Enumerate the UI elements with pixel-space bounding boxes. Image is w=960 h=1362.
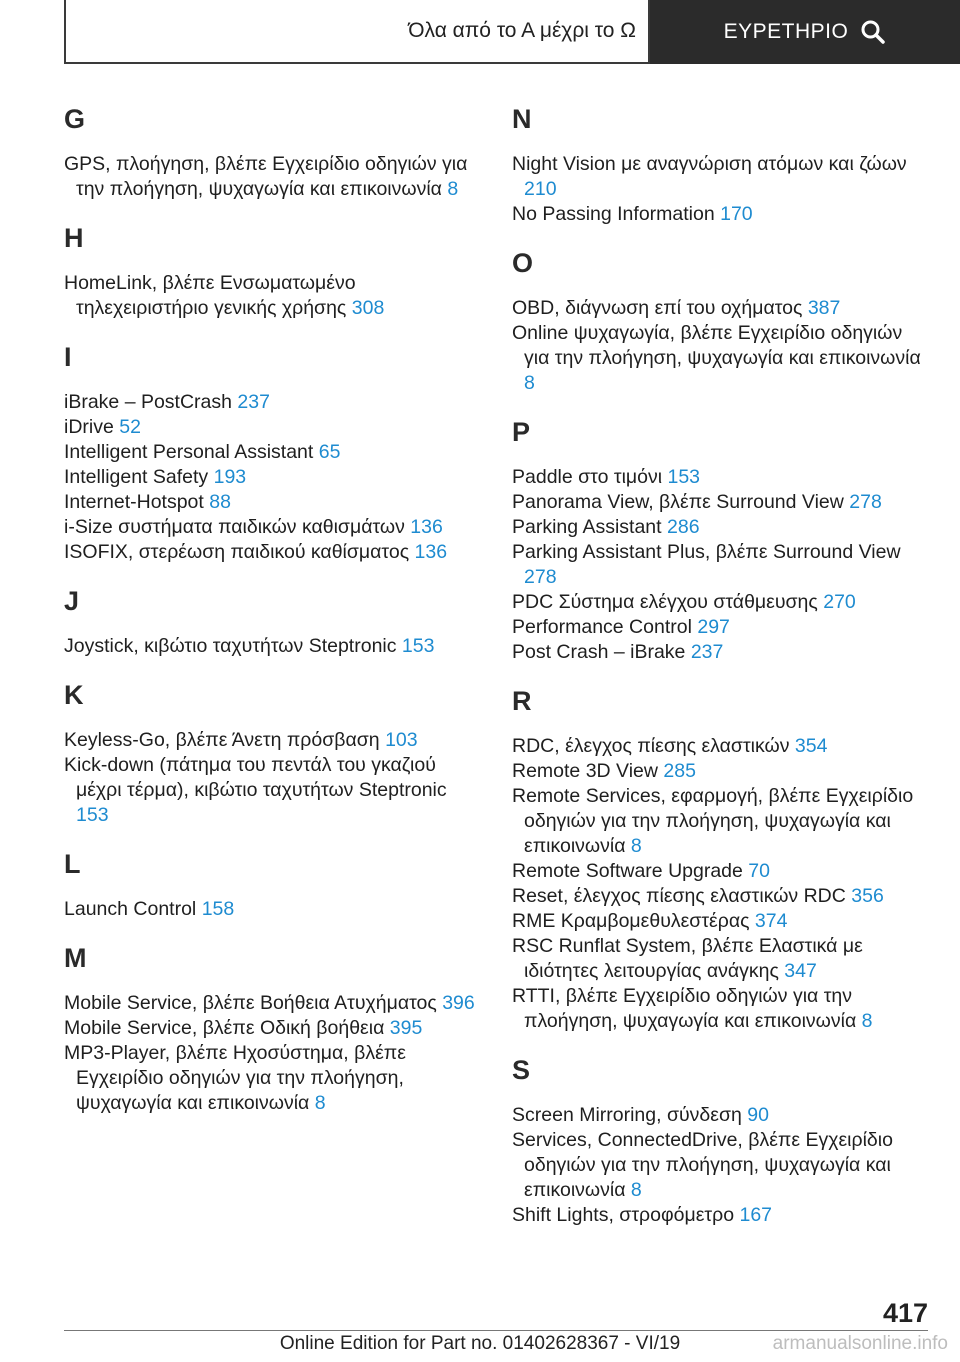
- section-letter: R: [512, 686, 532, 716]
- index-section-g: [64, 100, 484, 202]
- entry-page-link[interactable]: 8: [447, 178, 459, 200]
- entry-text: ISOFIX, στερέωση παιδικού καθίσματος: [64, 541, 410, 563]
- entry-page-link[interactable]: 308: [351, 297, 385, 319]
- entry-page-link[interactable]: 237: [690, 641, 724, 663]
- index-header: [64, 0, 960, 64]
- entry-text: Keyless-Go, βλέπε Άνετη πρόσβαση: [64, 729, 380, 751]
- entry-text: RDC, έλεγχος πίεσης ελαστικών: [512, 735, 790, 757]
- index-entry: [64, 271, 484, 321]
- entry-page-link[interactable]: 395: [389, 1017, 423, 1039]
- tab-index[interactable]: [650, 0, 960, 64]
- index-entry: [512, 909, 932, 934]
- entry-page-link[interactable]: 88: [209, 491, 231, 513]
- index-entry: [512, 984, 932, 1034]
- entry-text: Mobile Service, βλέπε Βοήθεια Ατυχήματος: [64, 992, 437, 1014]
- entry-text: HomeLink, βλέπε Ενσωματωμένο τηλεχειριστήριο γενικής χρήσης: [64, 272, 356, 319]
- entry-page-link[interactable]: 354: [794, 735, 828, 757]
- entry-page-link[interactable]: 8: [630, 835, 642, 857]
- entry-text: Launch Control: [64, 898, 197, 920]
- entry-text: Reset, έλεγχος πίεσης ελαστικών RDC: [512, 885, 846, 907]
- entry-page-link[interactable]: 396: [442, 992, 475, 1014]
- entry-text: Performance Control: [512, 616, 692, 638]
- index-entry: [64, 465, 484, 490]
- entry-text: Services, ConnectedDrive, βλέπε Εγχειρίδιο οδηγιών για την πλοήγηση, ψυχαγωγία και επικοινωνία: [512, 1129, 893, 1201]
- entry-text: Parking Assistant Plus, βλέπε Surround View: [512, 541, 901, 563]
- entry-text: RSC Runflat System, βλέπε Ελαστικά με ιδιότητες λειτουργίας ανάγκης: [512, 935, 863, 982]
- entry-page-link[interactable]: 167: [739, 1204, 773, 1226]
- entry-text: RTTI, βλέπε Εγχειρίδιο οδηγιών για την πλοήγηση, ψυχαγωγία και επικοινωνία: [512, 985, 857, 1032]
- entry-text: Joystick, κιβώτιο ταχυτήτων Steptronic: [64, 635, 397, 657]
- index-column-right: [512, 100, 932, 1245]
- index-entry: [512, 202, 932, 227]
- index-entry: [512, 884, 932, 909]
- entry-text: Remote 3D View: [512, 760, 658, 782]
- entry-text: Mobile Service, βλέπε Οδική βοήθεια: [64, 1017, 385, 1039]
- index-entry: [64, 991, 484, 1016]
- section-letter: P: [512, 417, 531, 447]
- index-entry: [512, 540, 932, 590]
- index-section-n: [512, 100, 932, 227]
- index-entry: [512, 590, 932, 615]
- index-entry: [64, 753, 484, 828]
- entry-page-link[interactable]: 8: [524, 372, 535, 394]
- entry-text: No Passing Information: [512, 203, 715, 225]
- entry-text: GPS, πλοήγηση, βλέπε Εγχειρίδιο οδηγιών για την πλοήγηση, ψυχαγωγία και επικοινωνία: [64, 153, 468, 200]
- index-entry: [64, 540, 484, 565]
- index-column-left: [64, 100, 484, 1133]
- index-entry: [64, 390, 484, 415]
- tab-index-label: ΕΥΡΕΤΗΡΙΟ: [723, 20, 849, 43]
- entry-text: iBrake – PostCrash: [64, 391, 232, 413]
- entry-page-link[interactable]: 387: [807, 297, 841, 319]
- entry-text: Night Vision με αναγνώριση ατόμων και ζώων: [512, 153, 907, 175]
- section-letter: L: [64, 849, 81, 879]
- entry-text: Panorama View, βλέπε Surround View: [512, 491, 844, 513]
- entry-text: RME Κραμβομεθυλεστέρας: [512, 910, 750, 932]
- entry-text: iDrive: [64, 416, 114, 438]
- index-entry: [512, 759, 932, 784]
- entry-page-link[interactable]: 170: [720, 203, 753, 225]
- entry-page-link[interactable]: 158: [201, 898, 235, 920]
- entry-page-link[interactable]: 153: [76, 804, 109, 826]
- entry-text: OBD, διάγνωση επί του οχήματος: [512, 297, 803, 319]
- index-entry: [64, 440, 484, 465]
- section-letter: H: [64, 223, 84, 253]
- entry-text: i-Size συστήματα παιδικών καθισμάτων: [64, 516, 405, 538]
- section-letter: N: [512, 104, 532, 134]
- entry-text: Internet-Hotspot: [64, 491, 204, 513]
- entry-page-link[interactable]: 52: [119, 416, 141, 438]
- entry-page-link[interactable]: 153: [667, 466, 701, 488]
- index-entry: [64, 897, 484, 922]
- index-section-m: [64, 939, 484, 1116]
- entry-text: Parking Assistant: [512, 516, 662, 538]
- index-entry: [64, 1016, 484, 1041]
- tab-all-a-to-z[interactable]: [64, 0, 650, 64]
- index-entry: [512, 784, 932, 859]
- index-section-o: [512, 244, 932, 396]
- entry-page-link[interactable]: 237: [237, 391, 270, 413]
- index-entry: [64, 634, 484, 659]
- index-entry: [512, 934, 932, 984]
- index-entry: [512, 515, 932, 540]
- index-section-k: [64, 676, 484, 828]
- section-letter: O: [512, 248, 534, 278]
- entry-text: Paddle στο τιμόνι: [512, 466, 663, 488]
- index-section-s: [512, 1051, 932, 1228]
- index-entry: [512, 1203, 932, 1228]
- section-letter: I: [64, 342, 72, 372]
- entry-page-link[interactable]: 297: [697, 616, 730, 638]
- entry-text: Remote Software Upgrade: [512, 860, 743, 882]
- entry-text: Intelligent Personal Assistant: [64, 441, 314, 463]
- entry-page-link[interactable]: 285: [663, 760, 696, 782]
- section-letter: G: [64, 104, 86, 134]
- entry-text: Remote Services, εφαρμογή, βλέπε Εγχειρίδιο οδηγιών για την πλοήγηση, ψυχαγωγία και επικοινωνία: [512, 785, 914, 857]
- entry-page-link[interactable]: 278: [849, 491, 882, 513]
- entry-page-link[interactable]: 347: [784, 960, 817, 982]
- footer-edition: Online Edition for Part no. 01402628367 - VI/19: [279, 1333, 681, 1354]
- entry-page-link[interactable]: 70: [748, 860, 770, 882]
- index-entry: [64, 415, 484, 440]
- index-section-p: [512, 413, 932, 665]
- entry-page-link[interactable]: 8: [861, 1010, 873, 1032]
- entry-text: Intelligent Safety: [64, 466, 209, 488]
- index-entry: [64, 1041, 484, 1116]
- entry-page-link[interactable]: 8: [314, 1092, 326, 1114]
- index-entry: [64, 152, 484, 202]
- tab-all-label: Όλα από το Α μέχρι το Ω: [408, 19, 636, 42]
- section-letter: M: [64, 943, 87, 973]
- entry-page-link[interactable]: 193: [213, 466, 247, 488]
- entry-page-link[interactable]: 356: [851, 885, 884, 907]
- entry-page-link[interactable]: 136: [414, 541, 448, 563]
- entry-page-link[interactable]: 90: [747, 1104, 769, 1126]
- section-letter: S: [512, 1055, 531, 1085]
- entry-page-link[interactable]: 65: [318, 441, 341, 463]
- index-entry: [64, 515, 484, 540]
- entry-text: MP3-Player, βλέπε Ηχοσύστημα, βλέπε Εγχειρίδιο οδηγιών για την πλοήγηση, ψυχαγωγία και επικοινωνία: [64, 1042, 406, 1114]
- index-entry: [512, 1128, 932, 1203]
- index-section-h: [64, 219, 484, 321]
- entry-page-link[interactable]: 374: [754, 910, 788, 932]
- index-section-i: [64, 338, 484, 565]
- entry-page-link[interactable]: 270: [823, 591, 856, 613]
- index-entry: [512, 465, 932, 490]
- entry-page-link[interactable]: 210: [524, 178, 557, 200]
- index-entry: [512, 615, 932, 640]
- entry-page-link[interactable]: 286: [667, 516, 700, 538]
- entry-page-link[interactable]: 103: [385, 729, 418, 751]
- index-section-l: [64, 845, 484, 922]
- entry-page-link[interactable]: 278: [524, 566, 557, 588]
- page-number: 417: [882, 1298, 928, 1328]
- watermark: armanualsonline.info: [772, 1333, 948, 1354]
- entry-text: Screen Mirroring, σύνδεση: [512, 1104, 742, 1126]
- entry-text: PDC Σύστημα ελέγχου στάθμευσης: [512, 591, 818, 613]
- section-letter: J: [64, 586, 80, 616]
- entry-text: Kick-down (πάτημα του πεντάλ του γκαζιού μέχρι τέρμα), κιβώτιο ταχυτήτων Steptronic: [64, 754, 447, 801]
- entry-text: Shift Lights, στροφόμετρο: [512, 1204, 735, 1226]
- entry-page-link[interactable]: 8: [630, 1179, 642, 1201]
- search-icon[interactable]: [860, 19, 886, 45]
- entry-page-link[interactable]: 153: [401, 635, 435, 657]
- index-entry: [512, 321, 932, 396]
- index-entry: [512, 1103, 932, 1128]
- index-section-j: [64, 582, 484, 659]
- index-section-r: [512, 682, 932, 1034]
- index-entry: [512, 859, 932, 884]
- footer-divider: [64, 1330, 928, 1331]
- index-entry: [512, 152, 932, 202]
- index-entry: [512, 640, 932, 665]
- index-entry: [64, 490, 484, 515]
- index-entry: [512, 296, 932, 321]
- entry-page-link[interactable]: 136: [410, 516, 443, 538]
- section-letter: K: [64, 680, 84, 710]
- entry-text: Online ψυχαγωγία, βλέπε Εγχειρίδιο οδηγιών για την πλοήγηση, ψυχαγωγία και επικοινωνία: [512, 322, 921, 369]
- index-entry: [512, 490, 932, 515]
- entry-text: Post Crash – iBrake: [512, 641, 686, 663]
- index-entry: [512, 734, 932, 759]
- index-entry: [64, 728, 484, 753]
